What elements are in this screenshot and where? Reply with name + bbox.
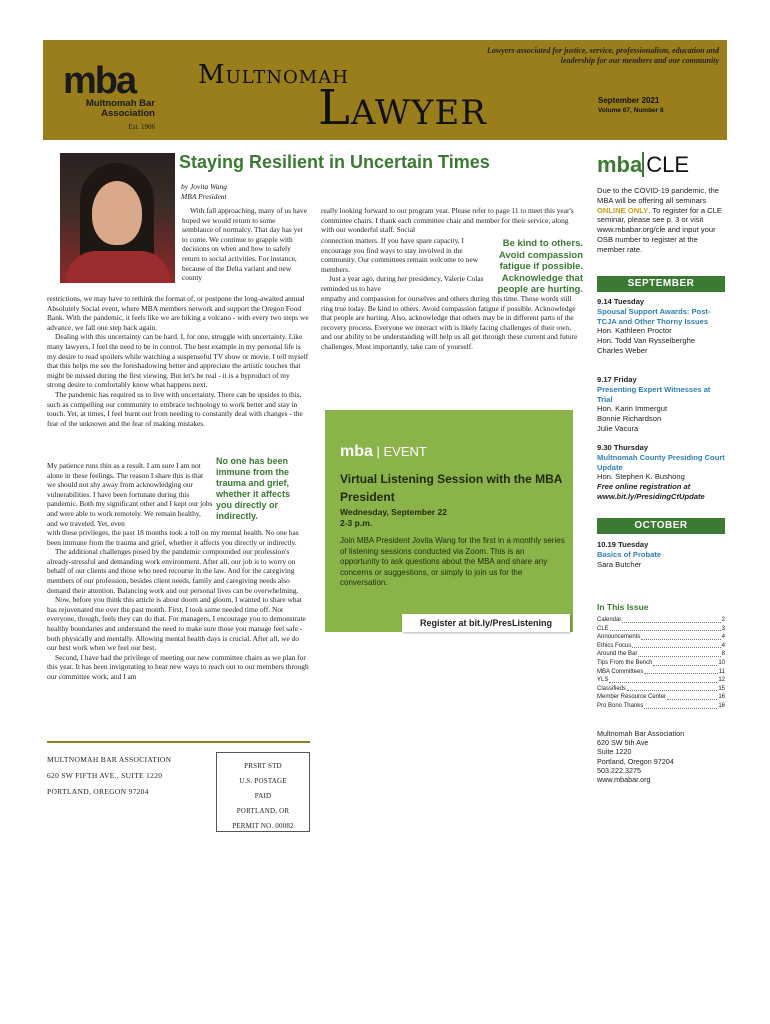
event-tag-label: EVENT — [383, 444, 427, 459]
cle-october-heading: OCTOBER — [597, 518, 725, 534]
permit-line: PAID — [254, 792, 272, 800]
event-date: Wednesday, September 22 — [340, 507, 447, 517]
toc-row[interactable] — [597, 676, 725, 685]
cle-entry-title[interactable]: Multnomah County Presiding Court Update — [597, 452, 725, 472]
toc-row[interactable] — [597, 642, 725, 651]
logo-name-2: Association — [101, 108, 155, 119]
toc-page: 4 — [721, 634, 725, 641]
toc-row[interactable] — [597, 659, 725, 668]
pull-quote-1: No one has been immune from the trauma and grief, whether it affects you directly or indirectly. — [216, 456, 291, 521]
article-para-6: Second, I have had the privilege of meeting our new committee chairs as we plan for this year. It has been invigorating to hear new ways to reach out to our members through our committee work, and I am — [47, 652, 309, 681]
issue-date: September 2021 — [598, 96, 660, 105]
tagline: Lawyers associated for justice, service, professionalism, education and leadership for our members and our community — [487, 46, 719, 65]
address-line: Suite 1220 — [597, 747, 632, 757]
article-col-b — [47, 294, 309, 428]
toc-label: Announcements — [597, 634, 641, 641]
cle-entry-speaker: Hon. Kathleen Proctor — [597, 326, 672, 336]
cle-entry-speaker: Charles Weber — [597, 345, 648, 355]
cle-logo-brand: mba — [597, 152, 643, 177]
cle-intro-text-2: . To register for a CLE seminar, please see p. 3 or visit www.mbabar.org/cle and input your OSB number to register at the member rate. — [597, 205, 722, 254]
article-col-c-narrow — [321, 236, 487, 294]
cle-entry-date: 9.14 Tuesday — [597, 297, 645, 306]
mailing-address — [47, 752, 171, 800]
masthead-line1: Multnomah — [198, 60, 349, 90]
article-para-1: restrictions, we may have to rethink the format of, or postpone the long-awaited annual Absolutely Social event, where MBA members network and support the Oregon Food Bank. With the pandemic, it feels like we are hiking a volcano - with every two steps we advance, we fall one step back again. — [47, 294, 309, 332]
address-line: 620 SW 5th Ave — [597, 738, 649, 748]
permit-line: U.S. POSTAGE — [239, 777, 287, 785]
mba-address — [597, 729, 684, 784]
toc-label: MBA Committees — [597, 668, 644, 675]
permit-line: PERMIT NO. 00082 — [232, 822, 294, 830]
article-col-b-rest — [47, 528, 309, 682]
article-para-5: Now, before you think this article is about doom and gloom, I wanted to share what has rejuvenated me over the past month. First, I took some needed time off. Not everyone, though, feels they can do that. For managers, I encourage you to demonstrate healthy boundaries and understand the need to make sure those you manage feel safe - both physically and mentally. Allowing mental health days is crucial. After all, we do our best work when we feel our best. — [47, 595, 306, 653]
logo-name-1: Multnomah Bar — [85, 98, 155, 109]
cle-entry-date: 10.19 Tuesday — [597, 540, 649, 549]
permit-line: PORTLAND, OR — [236, 807, 290, 815]
cle-entry-title[interactable]: Spousal Support Awards: Post-TCJA and Other Thorny Issues — [597, 306, 711, 326]
mailing-street: 620 SW FIFTH AVE., SUITE 1220 — [47, 771, 163, 780]
cle-intro-text: Due to the COVID-19 pandemic, the MBA will be offering all seminars — [597, 186, 719, 205]
cle-entry[interactable] — [597, 540, 727, 569]
event-tag-brand: mba — [340, 443, 373, 460]
toc-row[interactable] — [597, 633, 725, 642]
cle-entry-title[interactable]: Presenting Expert Witnesses at Trial — [597, 384, 711, 404]
toc-page: 12 — [718, 677, 725, 684]
toc-row[interactable] — [597, 702, 725, 711]
article-para-3-cont: with these privileges, the past 18 months took a toll on my mental health. No one has been immune from the trauma and grief, whether it affects you directly or indirectly. — [47, 528, 299, 547]
toc-page: 11 — [718, 668, 725, 675]
toc-page: 3 — [721, 625, 725, 632]
president-photo — [60, 153, 175, 283]
logo-est: Est. 1906 — [128, 123, 155, 131]
in-this-issue-title: In This Issue — [597, 602, 649, 612]
cle-entry-date: 9.30 Thursday — [597, 443, 649, 452]
toc-label: Around the Bar — [597, 651, 638, 658]
cle-entry-speaker: Sara Butcher — [597, 559, 642, 569]
cle-september-heading: SEPTEMBER — [597, 276, 725, 292]
mba-logo — [63, 60, 163, 133]
article-col-b-narrow: My patience runs thin as a result. I am sure I am not alone in these feelings. The reason I share this is that we should not shy away from acknowledging our vulnerabilities. I have been fortunate during this pandemic. Both my significant other and I kept our jobs and were able to work remotely. We remain healthy, and we traveled. Yet, even — [47, 461, 213, 528]
cle-entry-speaker: Hon. Stephen K. Bushong — [597, 472, 685, 482]
event-register-button[interactable]: Register at bit.ly/PresListening — [402, 614, 570, 632]
toc-label: Pro Bono Thanks — [597, 702, 644, 709]
mailing-org: MULTNOMAH BAR ASSOCIATION — [47, 755, 172, 764]
event-title: Virtual Listening Session with the MBA President — [340, 472, 563, 504]
event-description: Join MBA President Jovita Wang for the first in a monthly series of listening sessions conducted via Zoom. This is an opportunity to ask questions about the MBA and share any concerns or suggestions, or simply to join us for the conversation. — [340, 536, 565, 587]
toc-row[interactable] — [597, 650, 725, 659]
toc-page: 4 — [721, 642, 725, 649]
cle-entry-speaker: Hon. Karin Immergut — [597, 404, 668, 414]
pull-quote-2: Be kind to others. Avoid compassion fatigue if possible. Acknowledge that people are hurting. — [497, 238, 583, 295]
toc-row[interactable] — [597, 616, 725, 625]
article-col-c-rest: empathy and compassion for ourselves and others during this time. Those words still ring true today. Be kind to others. Avoid compassion fatigue if possible. Acknowledge that people are hurting. Also, acknowledge that others may be in different parts of the recovery process. Everyone we interact with is likely facing challenges of their own, and our ability to be understanding will help us all get through these current and future challenges. Most importantly, take care of yourself. — [321, 294, 578, 351]
cle-entry-speaker: Hon. Todd Van Rysselberghe — [597, 336, 696, 346]
address-phone: 503.222.3275 — [597, 765, 641, 775]
toc-row[interactable] — [597, 685, 725, 694]
event-when — [340, 507, 447, 529]
cle-entry[interactable] — [597, 297, 727, 356]
mailing-city: PORTLAND, OREGON 97204 — [47, 787, 149, 796]
cle-entry-speaker: Bonnie Richardson — [597, 414, 662, 424]
cle-entry[interactable] — [597, 375, 727, 434]
article-col-c: really looking forward to our program year. Please refer to page 11 to meet this year's committee chairs. I thank each committee chair and member for their service, along with our wonderful staff. Social — [321, 206, 574, 235]
photo-face — [92, 181, 142, 245]
address-line: Multnomah Bar Association — [597, 729, 685, 738]
photo-shirt — [66, 251, 170, 283]
address-website[interactable]: www.mbabar.org — [597, 775, 651, 785]
article-para-8: Just a year ago, during her presidency, Valerie Colas reminded us to have — [321, 274, 484, 293]
toc-page: 2 — [721, 617, 725, 623]
toc-label: Tips From the Bench — [597, 659, 653, 666]
toc-page: 8 — [721, 651, 725, 658]
table-of-contents — [597, 616, 725, 711]
article-col-a: With fall approaching, many of us have hoped we would return to some semblance of normalcy. That day has yet to come. We continue to grapple with decisions on when and how to safely return to social activities. For instance, because of the Delta variant and new county — [182, 206, 307, 283]
postage-permit — [216, 752, 310, 832]
cle-intro — [597, 186, 725, 255]
toc-label: CLE — [597, 625, 609, 632]
byline-title: MBA President — [181, 192, 227, 201]
toc-row[interactable] — [597, 668, 725, 677]
toc-page: 16 — [718, 694, 725, 701]
article-headline: Staying Resilient in Uncertain Times — [179, 152, 490, 172]
article-para-7: connection matters. If you have spare capacity, I encourage you find ways to stay involved in the community. Our committees remain welcome to new members. — [321, 236, 478, 274]
byline-author: by Jovita Wang — [181, 182, 227, 191]
toc-label: YLS — [597, 677, 609, 684]
event-tag: mba | EVENT — [340, 443, 427, 460]
event-time: 2-3 p.m. — [340, 518, 373, 528]
article-para-2: Dealing with this uncertainty can be hard. I, for one, struggle with uncertainty. Like many lawyers, I feel the need to be in control. The best example in my personal life is my desire to read spoilers while watching a suspenseful TV show or movie. I tell myself that this helps me see the foreshadowing better and appreciate the artistic touches that might be missed during the first viewing. But let's be real - it is a byproduct of my strong desire to comfortably know what happens next. — [47, 332, 309, 390]
logo-mark: mba — [63, 60, 136, 102]
toc-row[interactable] — [597, 693, 725, 702]
mailing-divider — [47, 741, 310, 743]
cle-entry-date: 9.17 Friday — [597, 375, 637, 384]
issue-volume: Volume 67, Number 8 — [598, 107, 664, 114]
article-para-4: The additional challenges posed by the pandemic compounded our profession's already-stressful and demanding work environment. After all, our job is to worry on behalf of our clients and those who need recourse in the law. And for the caregiving members of our profession, besides client needs, family and caregiving needs also demand their attention. Balancing work and our personal lives can be overwhelming. — [47, 547, 299, 595]
toc-page: 10 — [718, 659, 725, 666]
permit-line: PRSRT STD — [244, 762, 282, 770]
byline — [181, 182, 227, 202]
address-line: Portland, Oregon 97204 — [597, 756, 674, 766]
article-para-3: The pandemic has required us to live with uncertainty. There can be upsides to this, such as compelling our community to embrace technology to work better and stay in touch. Yet, at times, I feel burnt out from needing to constantly deal with changes - the fear of the unknown and the fear of making mistakes. — [47, 389, 303, 428]
masthead-line2: Lawyer — [318, 80, 487, 136]
cle-logo-label: CLE — [642, 152, 689, 177]
cle-entry-title[interactable]: Basics of Probate — [597, 549, 662, 559]
toc-label: Member Resource Center — [597, 694, 667, 701]
cle-entry-note[interactable]: Free online registration at www.bit.ly/PresidingCtUpdate — [597, 482, 705, 501]
cle-intro-highlight: ONLINE ONLY — [597, 205, 649, 215]
cle-logo — [597, 152, 689, 178]
toc-page: 16 — [718, 702, 725, 709]
toc-label: Calendar — [597, 617, 622, 623]
cle-entry-speaker: Julie Vacura — [597, 423, 639, 433]
toc-row[interactable] — [597, 625, 725, 634]
cle-entry[interactable] — [597, 443, 727, 502]
toc-label: Ethics Focus — [597, 642, 632, 649]
toc-label: Classifieds — [597, 685, 627, 692]
toc-page: 15 — [718, 685, 725, 692]
